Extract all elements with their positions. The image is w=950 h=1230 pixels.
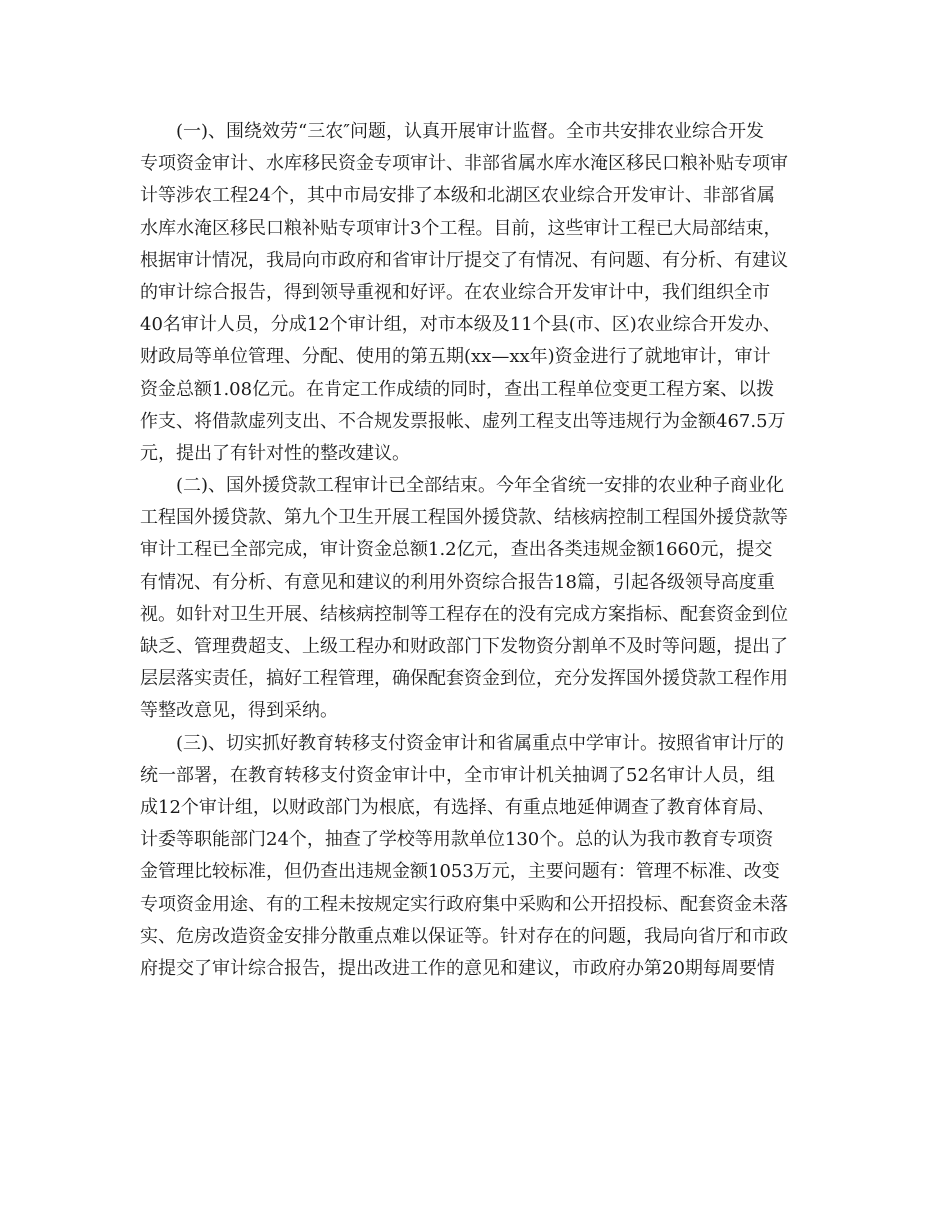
paragraph-line: (一)、围绕效劳“三农″问题，认真开展审计监督。全市共安排农业综合开发 [176, 121, 764, 142]
paragraph-2 [140, 470, 816, 728]
paragraph-line: (二)、国外援贷款工程审计已全部结束。今年全省统一安排的农业种子商业化 [176, 475, 785, 497]
paragraph-line: 审计工程已全部完成，审计资金总额1.2亿元，查出各类违规金额1660元，提交 [140, 539, 773, 561]
paragraph-line: 统一部署，在教育转移支付资金审计中，全市审计机关抽调了52名审计人员，组 [140, 764, 775, 786]
paragraph-line: 40名审计人员，分成12个审计组，对市本级及11个县(市、区)农业综合开发办、 [140, 314, 781, 336]
paragraph-1 [140, 116, 816, 470]
paragraph-3 [140, 728, 816, 986]
paragraph-line: 财政局等单位管理、分配、使用的第五期(xx—xx年)资金进行了就地审计，审计 [140, 346, 771, 368]
paragraph-line: 根据审计情况，我局向市政府和省审计厅提交了有情况、有问题、有分析、有建议 [140, 249, 788, 271]
paragraph-line: 元，提出了有针对性的整改建议。 [140, 442, 410, 464]
paragraph-line: 工程国外援贷款、第九个卫生开展工程国外援贷款、结核病控制工程国外援贷款等 [140, 507, 788, 529]
paragraph-line: 缺乏、管理费超支、上级工程办和财政部门下发物资分割单不及时等问题，提出了 [140, 636, 788, 657]
paragraph-line: 计委等职能部门24个，抽查了学校等用款单位130个。总的认为我市教育专项资 [140, 829, 774, 851]
paragraph-line: 水库水淹区移民口粮补贴专项审计3个工程。目前，这些审计工程已大局部结束， [140, 217, 782, 239]
paragraph-line: 金管理比较标准，但仍查出违规金额1053万元，主要问题有：管理不标准、改变 [140, 861, 780, 883]
paragraph-line: 成12个审计组，以财政部门为根底，有选择、有重点地延伸调查了教育体育局、 [140, 796, 775, 818]
paragraph-line: 层层落实责任，搞好工程管理，确保配套资金到位，充分发挥国外援贷款工程作用 [140, 668, 788, 690]
paragraph-line: 府提交了审计综合报告，提出改进工作的意见和建议，市政府办第20期每周要情 [140, 957, 775, 979]
paragraph-line: 资金总额1.08亿元。在肯定工作成绩的同时，查出工程单位变更工程方案、以拨 [140, 378, 775, 400]
paragraph-line: (三)、切实抓好教育转移支付资金审计和省属重点中学审计。按照省审计厅的 [176, 732, 785, 754]
paragraph-line: 专项资金用途、有的工程未按规定实行政府集中采购和公开招投标、配套资金未落 [140, 893, 788, 915]
paragraph-line: 有情况、有分析、有意见和建议的利用外资综合报告18篇，引起各级领导高度重 [140, 571, 775, 593]
paragraph-line: 作支、将借款虚列支出、不合规发票报帐、虚列工程支出等违规行为金额467.5万 [140, 410, 786, 432]
document-page [140, 116, 816, 985]
paragraph-line: 等整改意见，得到采纳。 [140, 700, 338, 722]
paragraph-line: 实、危房改造资金安排分散重点难以保证等。针对存在的问题，我局向省厅和市政 [140, 925, 788, 947]
paragraph-line: 专项资金审计、水库移民资金专项审计、非部省属水库水淹区移民口粮补贴专项审 [140, 153, 788, 175]
paragraph-line: 计等涉农工程24个，其中市局安排了本级和北湖区农业综合开发审计、非部省属 [140, 185, 775, 207]
paragraph-line: 视。如针对卫生开展、结核病控制等工程存在的没有完成方案指标、配套资金到位 [140, 603, 788, 625]
paragraph-line: 的审计综合报告，得到领导重视和好评。在农业综合开发审计中，我们组织全市 [140, 281, 770, 303]
